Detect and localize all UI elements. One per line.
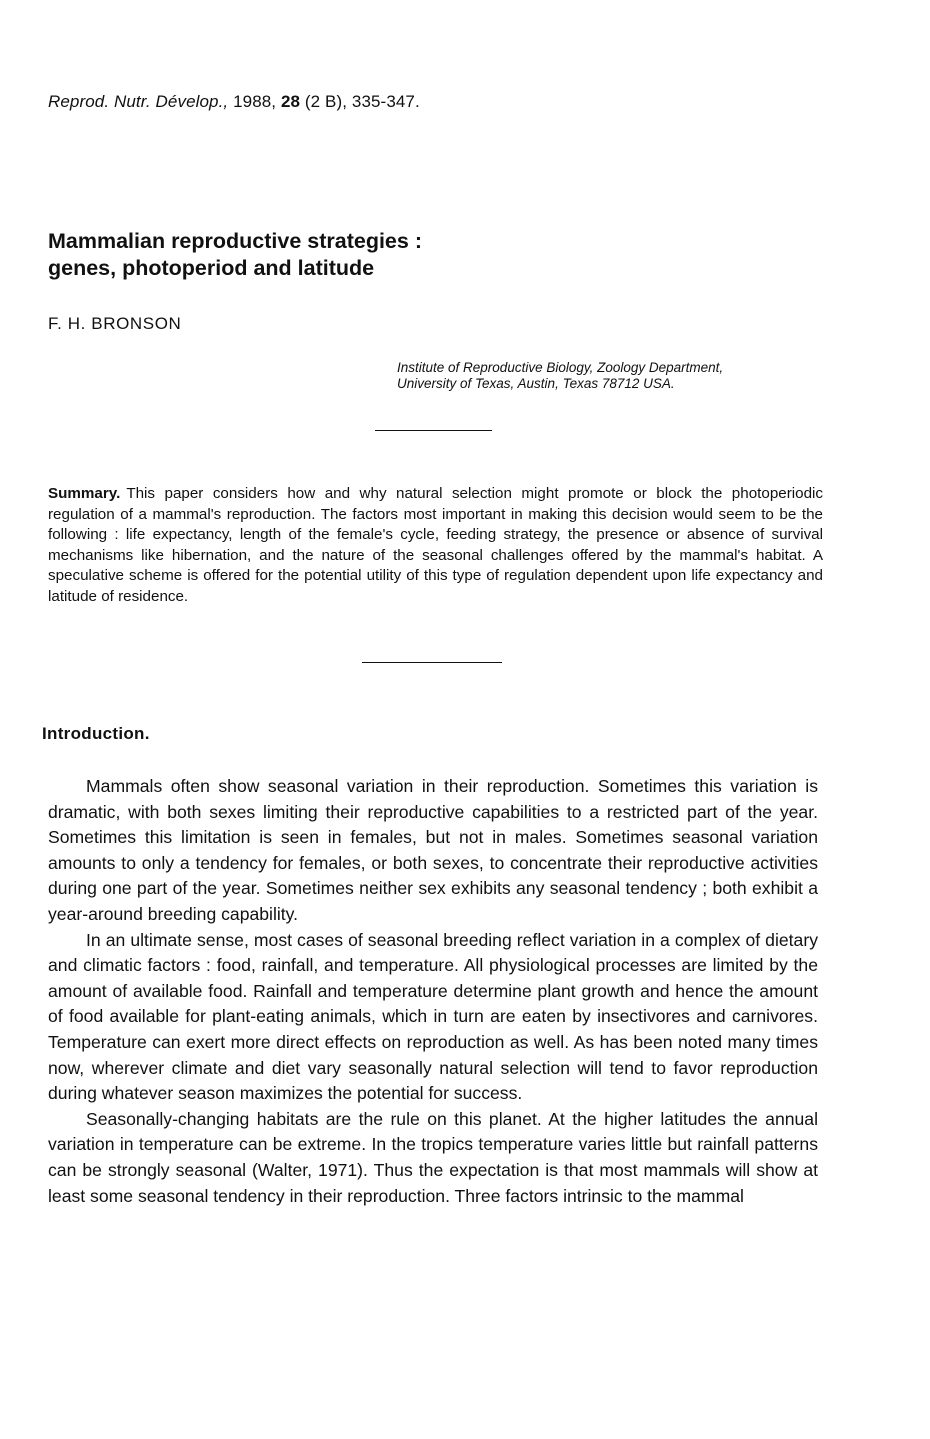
paper-title bbox=[48, 228, 848, 282]
divider-rule-bottom bbox=[362, 662, 502, 663]
affiliation-line-2: University of Texas, Austin, Texas 78712 USA. bbox=[397, 376, 675, 391]
author-name: F. H. BRONSON bbox=[48, 314, 182, 333]
journal-citation bbox=[48, 92, 420, 112]
title-line-1: Mammalian reproductive strategies : bbox=[48, 229, 422, 253]
citation-issue-pages: (2 B), 335-347. bbox=[304, 92, 420, 111]
body-paragraph: Mammals often show seasonal variation in their reproduction. Sometimes this variation is dramatic, with both sexes limiting their reproductive capabilities to a restricted part of the year. Sometimes this limitation is seen in females, but not in males. Sometimes seasonal variation amounts to only a tendency for females, or both sexes, to concentrate their reproductive activities during one part of the year. Sometimes neither sex exhibits any seasonal tendency ; both exhibit a year-around breeding capability. bbox=[48, 776, 818, 924]
summary-text: This paper considers how and why natural selection might promote or block the photoperiodic regulation of a mammal's reproduction. The factors most important in making this decision would seem to be the following : life expectancy, length of the female's cycle, feeding strategy, the presence or absence of survival mechanisms like hibernation, and the nature of the seasonal challenges offered by the mammal's habitat. A speculative scheme is offered for the potential utility of this type of regulation dependent upon life expectancy and latitude of residence. bbox=[48, 485, 823, 605]
author-affiliation bbox=[397, 360, 857, 392]
affiliation-line-1: Institute of Reproductive Biology, Zoology Department, bbox=[397, 360, 724, 375]
journal-name: Reprod. Nutr. Dévelop., bbox=[48, 92, 229, 111]
citation-year: 1988, bbox=[233, 92, 277, 111]
body-paragraph: Seasonally-changing habitats are the rule on this planet. At the higher latitudes the annual variation in temperature can be extreme. In the tropics temperature varies little but rainfall patterns can be strongly seasonal (Walter, 1971). Thus the expectation is that most mammals will show at least some seasonal tendency in their reproduction. Three factors intrinsic to the mammal bbox=[48, 1108, 818, 1206]
introduction-body bbox=[48, 774, 818, 1209]
divider-rule-top bbox=[375, 430, 492, 431]
summary-label: Summary. bbox=[48, 485, 121, 502]
title-line-2: genes, photoperiod and latitude bbox=[48, 256, 375, 280]
section-heading-introduction: Introduction. bbox=[42, 724, 150, 743]
citation-volume: 28 bbox=[280, 92, 301, 111]
summary-abstract bbox=[48, 484, 823, 607]
body-paragraph: In an ultimate sense, most cases of seasonal breeding reflect variation in a complex of dietary and climatic factors : food, rainfall, and temperature. All physiological processes are limited by the amount of available food. Rainfall and temperature determine plant growth and hence the amount of food available for plant-eating animals, which in turn are eaten by insectivores and carnivores. Temperature can exert more direct effects on reproduction as well. As has been noted many times now, wherever climate and diet vary seasonally natural selection will tend to favor reproduction during whatever season maximizes the potential for success. bbox=[48, 929, 818, 1104]
